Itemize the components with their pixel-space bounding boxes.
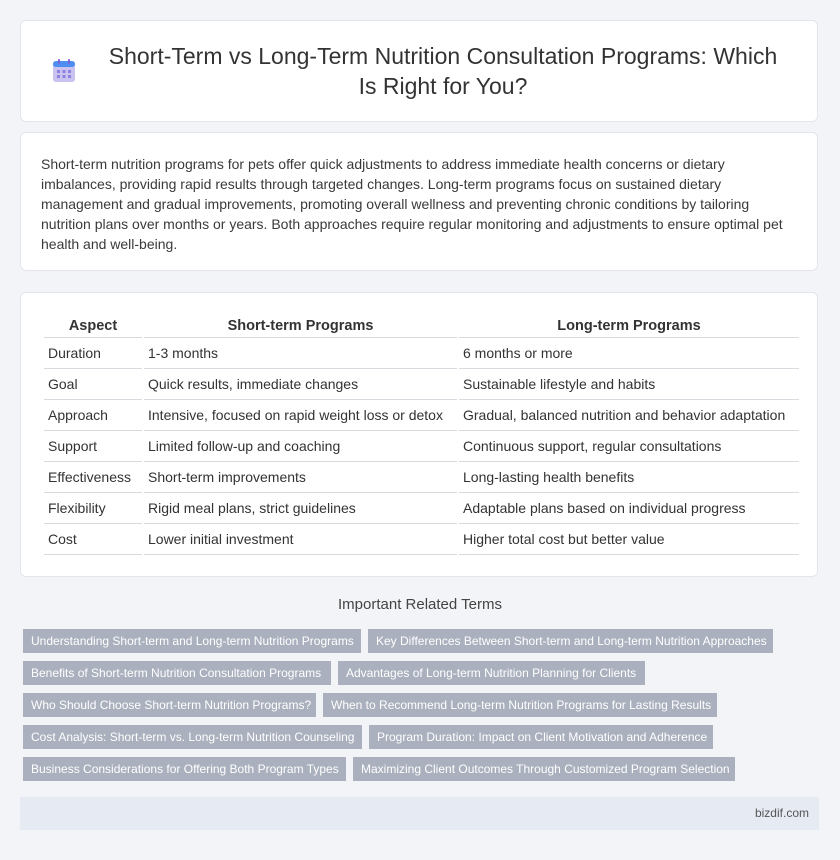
table-row bbox=[44, 338, 799, 369]
long-term-cell: Adaptable plans based on individual progress bbox=[459, 493, 799, 524]
related-term-tag[interactable]: Business Considerations for Offering Both Program Types bbox=[23, 757, 346, 781]
column-header-short-term: Short-term Programs bbox=[144, 312, 457, 338]
long-term-cell: Continuous support, regular consultations bbox=[459, 431, 799, 462]
aspect-cell: Duration bbox=[44, 338, 142, 369]
table-row bbox=[44, 462, 799, 493]
related-term-tag[interactable]: When to Recommend Long-term Nutrition Programs for Lasting Results bbox=[323, 693, 717, 717]
intro-paragraph: Short-term nutrition programs for pets offer quick adjustments to address immediate health concerns or dietary imbalances, providing rapid results through targeted changes. Long-term programs focus on sustained dietary management and gradual improvements, promoting overall wellness and preventing chronic conditions by tailoring nutrition plans over months or years. Both approaches require regular monitoring and adjustments to ensure optimal pet health and well-being. bbox=[41, 156, 783, 252]
related-term-tag[interactable]: Maximizing Client Outcomes Through Customized Program Selection bbox=[353, 757, 735, 781]
related-term-tag[interactable]: Cost Analysis: Short-term vs. Long-term Nutrition Counseling bbox=[23, 725, 362, 749]
table-row bbox=[44, 493, 799, 524]
related-terms-title: Important Related Terms bbox=[338, 596, 502, 613]
footer bbox=[20, 797, 819, 830]
aspect-cell: Approach bbox=[44, 400, 142, 431]
aspect-cell: Effectiveness bbox=[44, 462, 142, 493]
comparison-table bbox=[42, 312, 801, 555]
short-term-cell: Intensive, focused on rapid weight loss or detox bbox=[144, 400, 457, 431]
related-term-tag[interactable]: Advantages of Long-term Nutrition Planning for Clients bbox=[338, 661, 645, 685]
table-row bbox=[44, 369, 799, 400]
long-term-cell: Higher total cost but better value bbox=[459, 524, 799, 555]
table-row bbox=[44, 400, 799, 431]
aspect-cell: Goal bbox=[44, 369, 142, 400]
short-term-cell: Quick results, immediate changes bbox=[144, 369, 457, 400]
aspect-cell: Flexibility bbox=[44, 493, 142, 524]
table-header-row bbox=[44, 312, 799, 338]
comparison-card bbox=[20, 292, 818, 577]
intro-card bbox=[20, 132, 818, 271]
long-term-cell: Gradual, balanced nutrition and behavior adaptation bbox=[459, 400, 799, 431]
related-term-tag[interactable]: Key Differences Between Short-term and Long-term Nutrition Approaches bbox=[368, 629, 773, 653]
long-term-cell: 6 months or more bbox=[459, 338, 799, 369]
short-term-cell: Short-term improvements bbox=[144, 462, 457, 493]
related-term-tag[interactable]: Who Should Choose Short-term Nutrition Programs? bbox=[23, 693, 316, 717]
aspect-cell: Support bbox=[44, 431, 142, 462]
short-term-cell: Limited follow-up and coaching bbox=[144, 431, 457, 462]
column-header-long-term: Long-term Programs bbox=[459, 312, 799, 338]
page-title: Short-Term vs Long-Term Nutrition Consultation Programs: Which Is Right for You? bbox=[108, 43, 778, 99]
short-term-cell: 1-3 months bbox=[144, 338, 457, 369]
footer-site-name: bizdif.com bbox=[754, 806, 809, 820]
related-term-tag[interactable]: Benefits of Short-term Nutrition Consultation Programs bbox=[23, 661, 331, 685]
related-term-tag[interactable]: Program Duration: Impact on Client Motivation and Adherence bbox=[369, 725, 713, 749]
long-term-cell: Long-lasting health benefits bbox=[459, 462, 799, 493]
short-term-cell: Lower initial investment bbox=[144, 524, 457, 555]
table-row bbox=[44, 431, 799, 462]
short-term-cell: Rigid meal plans, strict guidelines bbox=[144, 493, 457, 524]
related-term-tag[interactable]: Understanding Short-term and Long-term Nutrition Programs bbox=[23, 629, 361, 653]
table-row bbox=[44, 524, 799, 555]
header-card bbox=[20, 20, 818, 122]
column-header-aspect: Aspect bbox=[44, 312, 142, 338]
calendar-icon bbox=[51, 58, 77, 84]
long-term-cell: Sustainable lifestyle and habits bbox=[459, 369, 799, 400]
aspect-cell: Cost bbox=[44, 524, 142, 555]
